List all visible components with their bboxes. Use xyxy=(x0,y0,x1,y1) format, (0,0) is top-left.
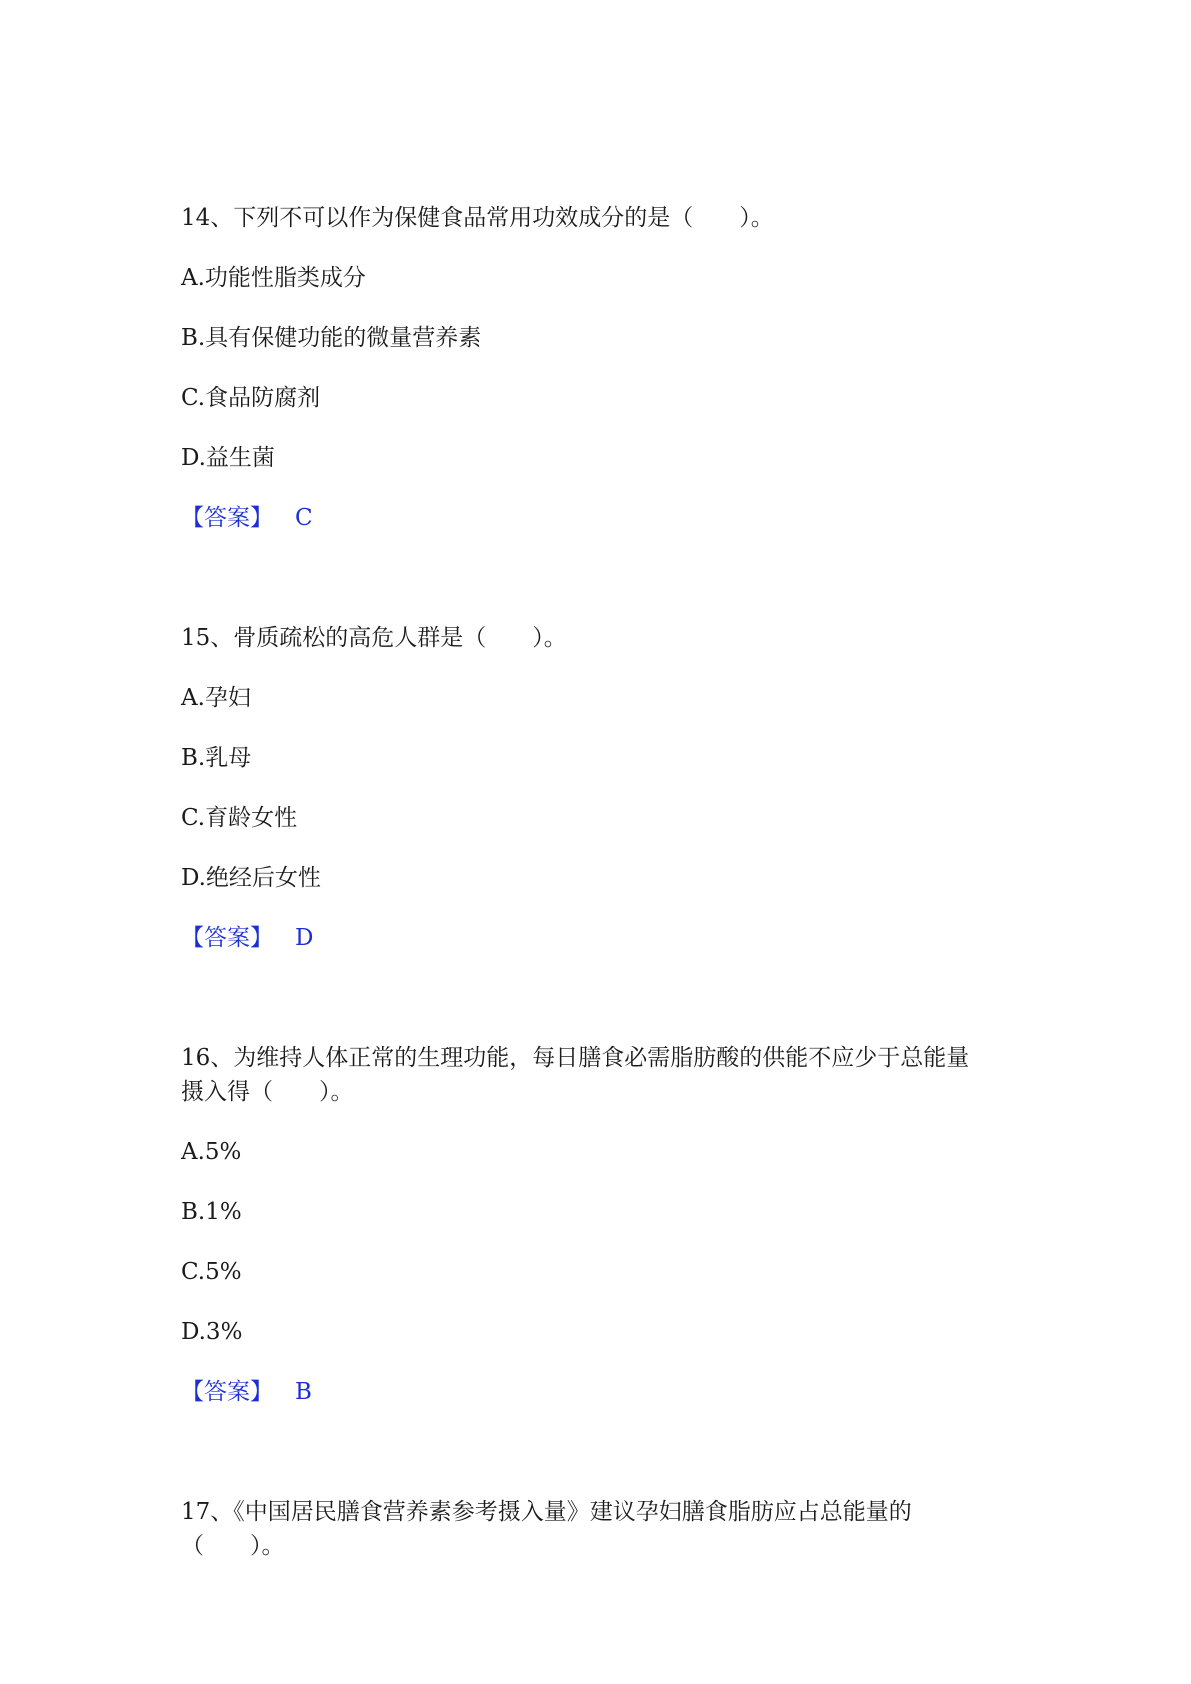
answer-line xyxy=(181,503,313,533)
answer-line xyxy=(181,1377,312,1407)
question-stem-line-1: 17、《中国居民膳食营养素参考摄入量》建议孕妇膳食脂肪应占总能量的 xyxy=(181,1499,912,1525)
question-stem-line-1: 16、为维持人体正常的生理功能，每日膳食必需脂肪酸的供能不应少于总能量 xyxy=(181,1045,970,1071)
option-c: C.5% xyxy=(181,1259,242,1285)
option-a: A.功能性脂类成分 xyxy=(181,265,366,291)
option-d: D.3% xyxy=(181,1319,243,1345)
option-c: C.食品防腐剂 xyxy=(181,385,321,411)
question-stem-line-2: （ ）。 xyxy=(181,1533,285,1559)
option-d: D.绝经后女性 xyxy=(181,865,321,891)
option-b: B.具有保健功能的微量营养素 xyxy=(181,325,482,351)
question-stem: 14、下列不可以作为保健食品常用功效成分的是（ ）。 xyxy=(181,205,774,231)
option-c: C.育龄女性 xyxy=(181,805,298,831)
answer-label: 【答案】 xyxy=(181,505,273,531)
option-b: B.1% xyxy=(181,1199,242,1225)
answer-value: B xyxy=(295,1379,312,1405)
answer-value: C xyxy=(295,505,313,531)
option-d: D.益生菌 xyxy=(181,445,275,471)
answer-label: 【答案】 xyxy=(181,925,273,951)
option-b: B.乳母 xyxy=(181,745,252,771)
answer-value: D xyxy=(295,925,314,951)
answer-label: 【答案】 xyxy=(181,1379,273,1405)
option-a: A.孕妇 xyxy=(181,685,251,711)
question-stem: 15、骨质疏松的高危人群是（ ）。 xyxy=(181,625,567,651)
answer-line xyxy=(181,923,313,953)
option-a: A.5% xyxy=(181,1139,242,1165)
question-stem-line-2: 摄入得（ ）。 xyxy=(181,1079,354,1105)
